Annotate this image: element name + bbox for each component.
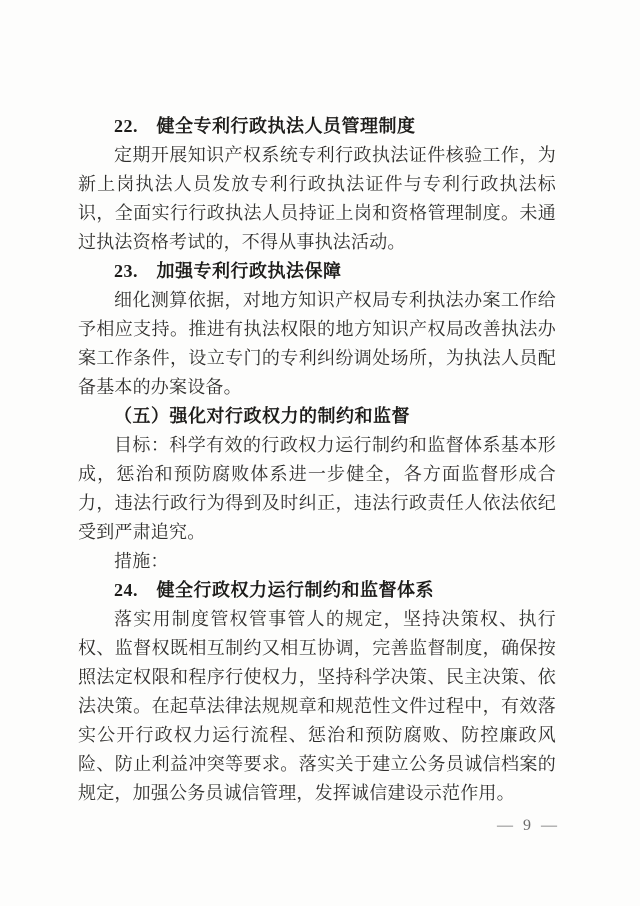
section-22-paragraph: 定期开展知识产权系统专利行政执法证件核验工作，为新上岗执法人员发放专利行政执法证件与专利行政执法标识，全面实行行政执法人员持证上岗和资格管理制度。未通过执法资格考试的，不得从事执法活动。 — [78, 145, 556, 252]
section-heading-23: 23. 加强专利行政执法保障 — [114, 261, 342, 281]
section-24-paragraph: 落实用制度管权管事管人的规定，坚持决策权、执行权、监督权既相互制约又相互协调，完善监督制度，确保按照法定权限和程序行使权力，坚持科学决策、民主决策、依法决策。在起草法律法规规章和规范性文件过程中，有效落实公开行政权力运行流程、惩治和预防腐败、防控廉政风险、防止利益冲突等要求。落实关于建立公务员诚信档案的规定，加强公务员诚信管理，发挥诚信建设示范作用。 — [78, 609, 556, 803]
measures-label: 措施： — [114, 551, 169, 571]
section-heading-22: 22. 健全专利行政执法人员管理制度 — [114, 116, 416, 136]
document-content — [78, 112, 556, 808]
goal-paragraph: 目标：科学有效的行政权力运行制约和监督体系基本形成，惩治和预防腐败体系进一步健全，各方面监督形成合力，违法行政行为得到及时纠正，违法行政责任人依法依纪受到严肃追究。 — [78, 435, 556, 542]
section-heading-5: （五）强化对行政权力的制约和监督 — [114, 406, 410, 426]
page-number: — 9 — — [497, 817, 560, 834]
section-heading-24: 24. 健全行政权力运行制约和监督体系 — [114, 580, 434, 600]
section-23-paragraph: 细化测算依据，对地方知识产权局专利执法办案工作给予相应支持。推进有执法权限的地方知识产权局改善执法办案工作条件，设立专门的专利纠纷调处场所，为执法人员配备基本的办案设备。 — [78, 290, 556, 397]
